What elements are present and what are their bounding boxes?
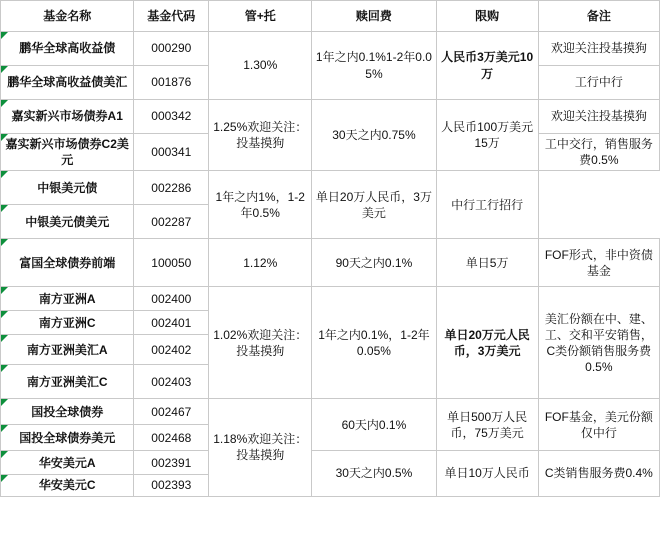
fund-code: 000342 [134, 100, 209, 134]
fund-name-text: 嘉实新兴市场债券C2美元 [5, 137, 129, 168]
fund-code: 002467 [134, 399, 209, 425]
fund-name-text: 中银美元债 [37, 180, 98, 195]
fund-name [1, 311, 134, 335]
green-corner-icon [1, 311, 8, 318]
table-row [1, 100, 660, 134]
fund-name-text: 嘉实新兴市场债券A1 [11, 109, 123, 124]
fund-name [1, 66, 134, 100]
header-redeem: 赎回费 [312, 1, 436, 32]
fund-redeem: 60天内0.1% [312, 399, 436, 451]
fund-redeem: 90天之内0.1% [312, 239, 436, 287]
fund-note: FOF基金，美元份额仅中行 [538, 399, 659, 451]
fund-limit: 人民币100万美元15万 [436, 100, 538, 171]
fund-name-text: 华安美元C [38, 478, 96, 493]
fund-fee: 1.02%欢迎关注：投基摸狗 [209, 287, 312, 399]
fund-code: 002286 [134, 171, 209, 205]
fund-code: 001876 [134, 66, 209, 100]
fund-redeem: 1年之内0.1%，1-2年0.05% [312, 287, 436, 399]
fund-name [1, 365, 134, 399]
fund-name-text: 南方亚洲C [38, 315, 96, 330]
fund-redeem: 1年之内1%，1-2年0.5% [209, 171, 312, 239]
fund-name [1, 134, 134, 171]
fund-code: 002468 [134, 425, 209, 451]
fund-code: 000290 [134, 32, 209, 66]
header-name: 基金名称 [1, 1, 134, 32]
fund-name [1, 399, 134, 425]
green-corner-icon [1, 475, 8, 482]
fund-code: 002393 [134, 475, 209, 496]
fund-note: 欢迎关注投基摸狗 [538, 100, 659, 134]
fund-name-text: 中银美元债美元 [25, 214, 110, 229]
fund-fee: 1.18%欢迎关注：投基摸狗 [209, 399, 312, 496]
fund-code: 002287 [134, 205, 209, 239]
fund-name [1, 287, 134, 311]
green-corner-icon [1, 134, 8, 141]
header-limit: 限购 [436, 1, 538, 32]
fund-name-text: 鹏华全球高收益债 [19, 41, 116, 56]
fund-fee: 1.30% [209, 32, 312, 100]
fund-name [1, 475, 134, 496]
green-corner-icon [1, 451, 8, 458]
fund-name-text: 富国全球债券前端 [19, 255, 116, 270]
fund-name-text: 南方亚洲美汇A [26, 342, 108, 357]
fund-code: 002402 [134, 335, 209, 365]
fund-name-text: 华安美元A [38, 455, 96, 470]
fund-redeem: 1年之内0.1%1-2年0.05% [312, 32, 436, 100]
table-row [1, 171, 660, 205]
fund-note: 工中交行，销售服务费0.5% [538, 134, 659, 171]
fund-name-text: 鹏华全球高收益债美汇 [7, 75, 128, 90]
header-note: 备注 [538, 1, 659, 32]
fund-name-text: 国投全球债券美元 [19, 430, 116, 445]
green-corner-icon [1, 32, 8, 39]
fund-name-text: 南方亚洲美汇C [26, 374, 108, 389]
fund-name-text: 国投全球债券 [31, 404, 104, 419]
fund-limit: 人民币3万美元10万 [436, 32, 538, 100]
fund-name [1, 451, 134, 475]
fund-name [1, 425, 134, 451]
fund-limit: 单日20万人民币，3万美元 [312, 171, 436, 239]
fund-name [1, 100, 134, 134]
fund-limit: 单日10万人民币 [436, 451, 538, 496]
fund-name [1, 171, 134, 205]
fund-name [1, 335, 134, 365]
fund-note: 中行工行招行 [436, 171, 538, 239]
fund-fee: 1.25%欢迎关注：投基摸狗 [209, 100, 312, 171]
fund-note: C类销售服务费0.4% [538, 451, 659, 496]
green-corner-icon [1, 287, 8, 294]
table-row [1, 287, 660, 311]
fund-limit: 单日5万 [436, 239, 538, 287]
fund-code: 000341 [134, 134, 209, 171]
header-code: 基金代码 [134, 1, 209, 32]
fund-name-text: 南方亚洲A [38, 291, 96, 306]
green-corner-icon [1, 66, 8, 73]
green-corner-icon [1, 335, 8, 342]
green-corner-icon [1, 399, 8, 406]
fund-code: 100050 [134, 239, 209, 287]
header-fee: 管+托 [209, 1, 312, 32]
fund-note: FOF形式，非中资债基金 [538, 239, 659, 287]
green-corner-icon [1, 205, 8, 212]
fund-limit: 单日500万人民币，75万美元 [436, 399, 538, 451]
fund-note: 美汇份额在中、建、工、交和平安销售，C类份额销售服务费0.5% [538, 287, 659, 399]
green-corner-icon [1, 239, 8, 246]
fund-code: 002391 [134, 451, 209, 475]
fund-fee: 1.12% [209, 239, 312, 287]
table-row [1, 32, 660, 66]
fund-code: 002400 [134, 287, 209, 311]
fund-redeem: 30天之内0.5% [312, 451, 436, 496]
green-corner-icon [1, 365, 8, 372]
fund-note: 欢迎关注投基摸狗 [538, 32, 659, 66]
fund-limit: 单日20万元人民币，3万美元 [436, 287, 538, 399]
fund-name [1, 32, 134, 66]
table-row [1, 239, 660, 287]
fund-code: 002401 [134, 311, 209, 335]
green-corner-icon [1, 425, 8, 432]
fund-name [1, 239, 134, 287]
fund-code: 002403 [134, 365, 209, 399]
table-row [1, 451, 660, 475]
table-row [1, 399, 660, 425]
fund-redeem: 30天之内0.75% [312, 100, 436, 171]
green-corner-icon [1, 171, 8, 178]
fund-name [1, 205, 134, 239]
green-corner-icon [1, 100, 8, 107]
table-header-row [1, 1, 660, 32]
fund-note: 工行中行 [538, 66, 659, 100]
